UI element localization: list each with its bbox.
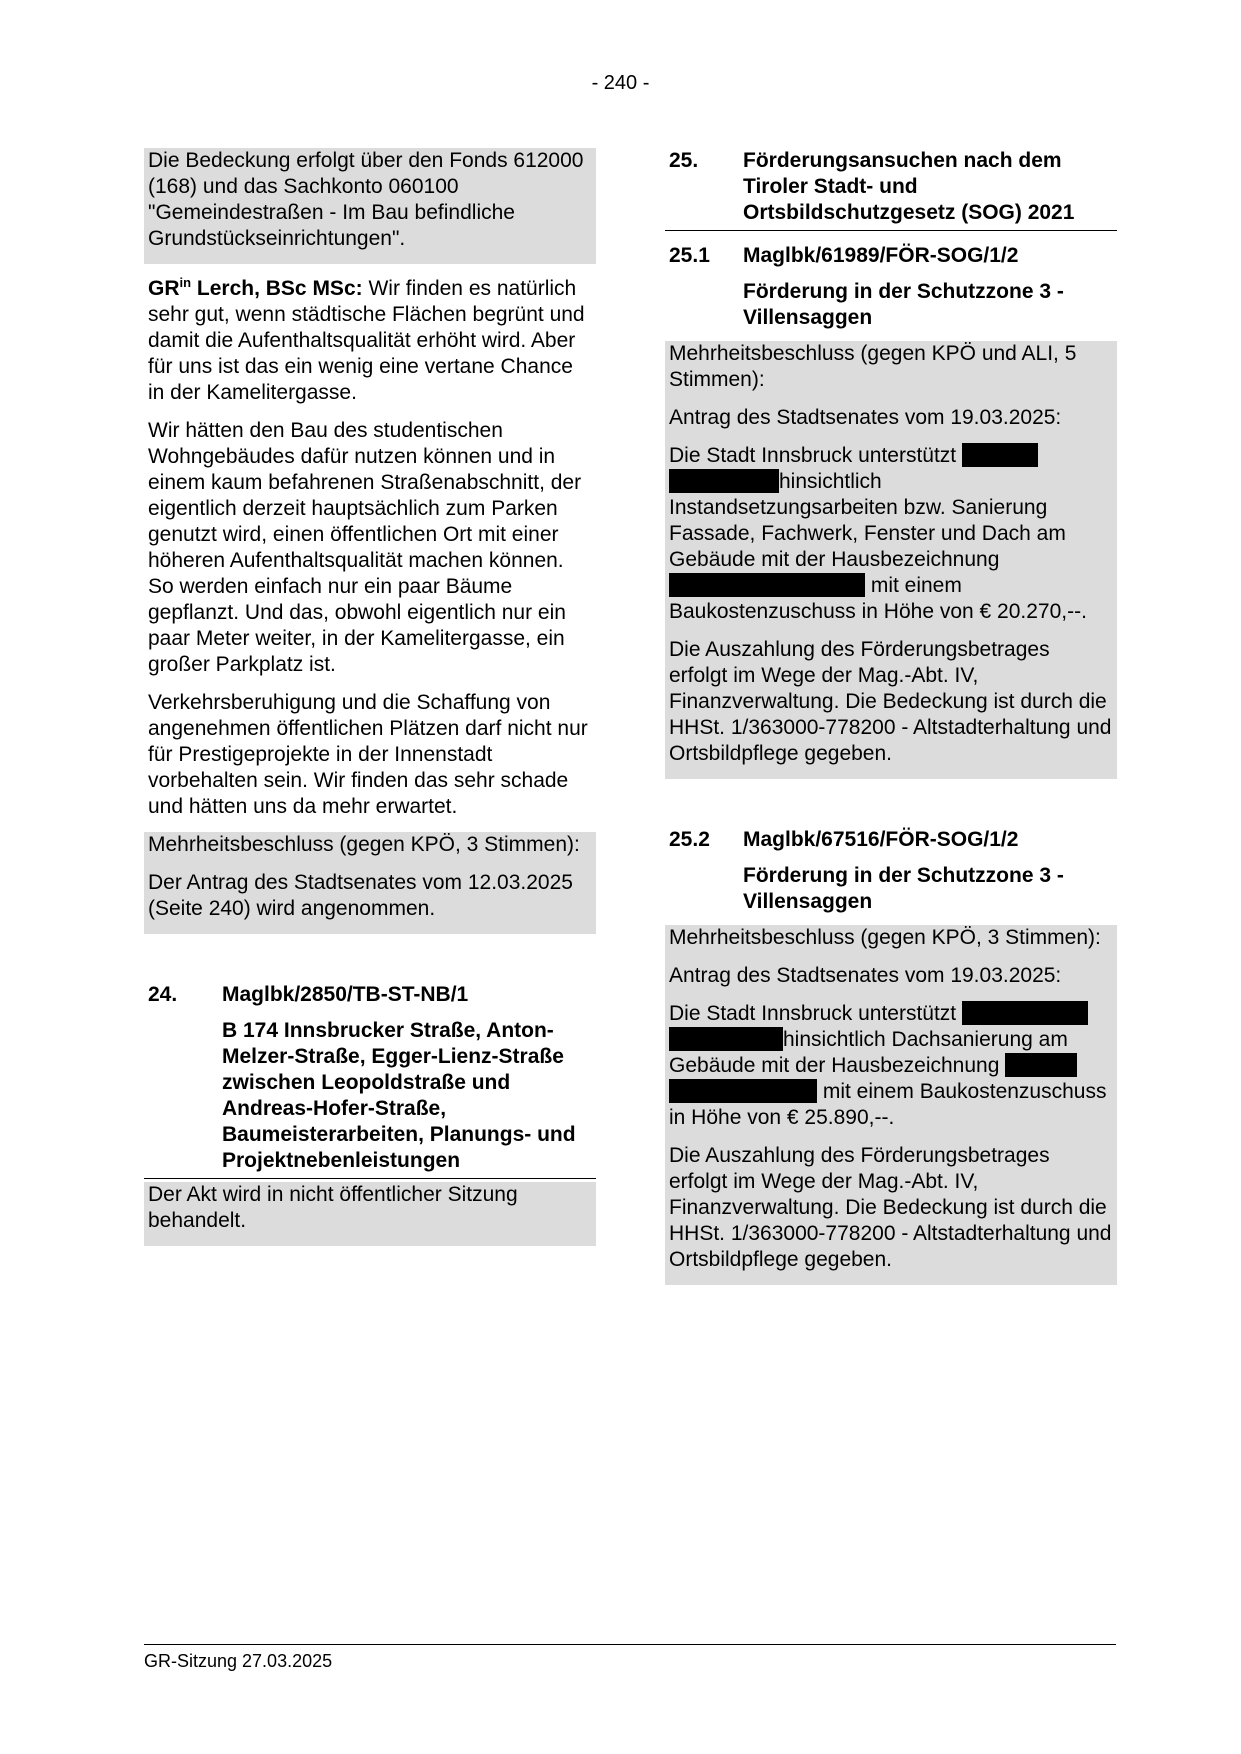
item-25-heading	[665, 148, 1117, 231]
speaker-sup: in	[179, 275, 192, 290]
speech-paragraph-1	[148, 276, 592, 406]
page-number: - 240 -	[591, 72, 650, 94]
speech-paragraph-2: Wir hätten den Bau des studentischen Wohngebäudes dafür nutzen können und in einem kaum befahrenen Straßenabschnitt, der eigentlich derzeit hauptsächlich zum Parken genutzt wird, einen öffentlichen Ort mit einer höheren Aufenthaltsqualität machen können. So werden einfach nur ein paar Bäume gepflanzt. Und das, obwohl eigentlich nur ein paar Meter weiter, in der Kamelitergasse, ein großer Parkplatz ist.	[148, 419, 582, 676]
item-25-title: Förderungsansuchen nach dem Tiroler Stadt- und Ortsbildschutzgesetz (SOG) 2021	[743, 149, 1075, 224]
redaction-mark	[669, 1079, 817, 1103]
item-25-2-decision: Die Stadt Innsbruck unterstützt hinsichtlich Dachsanierung am Gebäude mit der Hausbezeichnung mit einem Baukostenzuschuss in Höhe von € 25.890,--.	[669, 1002, 1107, 1129]
funding-note-text: Die Bedeckung erfolgt über den Fonds 612000 (168) und das Sachkonto 060100 "Gemeindestraßen - Im Bau befindliche Grundstückseinrichtungen".	[148, 149, 584, 250]
item-25-1-subtitle: Förderung in der Schutzzone 3 - Villensaggen	[743, 280, 1064, 329]
item-25-2-box	[665, 925, 1117, 1285]
item-24-number: 24.	[148, 983, 178, 1006]
item-25-1-box	[665, 341, 1117, 779]
item-25-2-number: 25.2	[669, 828, 710, 851]
item-25-2-payout: Die Auszahlung des Förderungsbetrages erfolgt im Wege der Mag.-Abt. IV, Finanzverwaltung. Die Bedeckung ist durch die HHSt. 1/363000-778200 - Altstadterhaltung und Ortsbildpflege gegeben.	[669, 1144, 1112, 1271]
item-24-reference: Maglbk/2850/TB-ST-NB/1	[222, 983, 469, 1006]
speaker-prefix: GR	[148, 277, 180, 300]
item-25-2-vote: Mehrheitsbeschluss (gegen KPÖ, 3 Stimmen):	[669, 926, 1101, 949]
speech-block	[144, 276, 596, 406]
item-25-2-reference: Maglbk/67516/FÖR-SOG/1/2	[743, 828, 1019, 851]
item-25-2-subtitle: Förderung in der Schutzzone 3 - Villensaggen	[743, 864, 1064, 913]
redaction-mark	[962, 1001, 1088, 1025]
page-footer: GR-Sitzung 27.03.2025	[144, 1644, 1116, 1672]
item-25-2-heading	[665, 827, 1117, 853]
vote-result: Mehrheitsbeschluss (gegen KPÖ, 3 Stimmen):	[148, 833, 580, 856]
item-25-1-antrag: Antrag des Stadtsenates vom 19.03.2025:	[669, 406, 1062, 429]
resolution-text: Der Antrag des Stadtsenates vom 12.03.2025 (Seite 240) wird angenommen.	[148, 871, 573, 920]
speech-paragraph-3: Verkehrsberuhigung und die Schaffung von angenehmen öffentlichen Plätzen darf nicht nur für Prestigeprojekte in der Innenstadt vorbehalten sein. Wir finden das sehr schade und hätten uns da mehr erwartet.	[148, 691, 588, 818]
redaction-mark	[669, 469, 779, 493]
redaction-mark	[1005, 1053, 1077, 1077]
item-24-title: B 174 Innsbrucker Straße, Anton-Melzer-Straße, Egger-Lienz-Straße zwischen Leopoldstraße und Andreas-Hofer-Straße, Baumeisterarbeiten, Planungs- und Projektnebenleistungen	[222, 1019, 576, 1172]
left-column	[144, 148, 596, 1246]
redaction-mark	[669, 573, 865, 597]
item-25-number: 25.	[669, 149, 699, 172]
item-25-1-decision: Die Stadt Innsbruck unterstützt hinsichtlich Instandsetzungsarbeiten bzw. Sanierung Fassade, Fachwerk, Fenster und Dach am Gebäude mit der Hausbezeichnung mit einem Baukostenzuschuss in Höhe von € 20.270,--.	[669, 444, 1087, 623]
item-25-1-heading	[665, 243, 1117, 269]
item-24-note: Der Akt wird in nicht öffentlicher Sitzung behandelt.	[148, 1183, 518, 1232]
item-24-note-box	[144, 1182, 596, 1246]
item-25-1-reference: Maglbk/61989/FÖR-SOG/1/2	[743, 244, 1019, 267]
item-25-1-vote: Mehrheitsbeschluss (gegen KPÖ und ALI, 5 Stimmen):	[669, 342, 1077, 391]
funding-note	[144, 148, 596, 264]
speech-text-1: Wir finden es natürlich sehr gut, wenn städtische Flächen begrünt und damit die Aufenthaltsqualität erhöht wird. Aber für uns ist das ein wenig eine vertane Chance in der Kamelitergasse.	[148, 277, 585, 404]
speaker-name: Lerch, BSc MSc:	[191, 277, 363, 300]
right-column	[665, 148, 1117, 1285]
item-25-1-payout: Die Auszahlung des Förderungsbetrages erfolgt im Wege der Mag.-Abt. IV, Finanzverwaltung. Die Bedeckung ist durch die HHSt. 1/363000-778200 - Altstadterhaltung und Ortsbildpflege gegeben.	[669, 638, 1112, 765]
item-25-2-antrag: Antrag des Stadtsenates vom 19.03.2025:	[669, 964, 1062, 987]
item-24-heading	[144, 982, 596, 1008]
resolution-box	[144, 832, 596, 934]
redaction-mark	[962, 443, 1038, 467]
item-25-1-number: 25.1	[669, 244, 710, 267]
redaction-mark	[669, 1027, 783, 1051]
